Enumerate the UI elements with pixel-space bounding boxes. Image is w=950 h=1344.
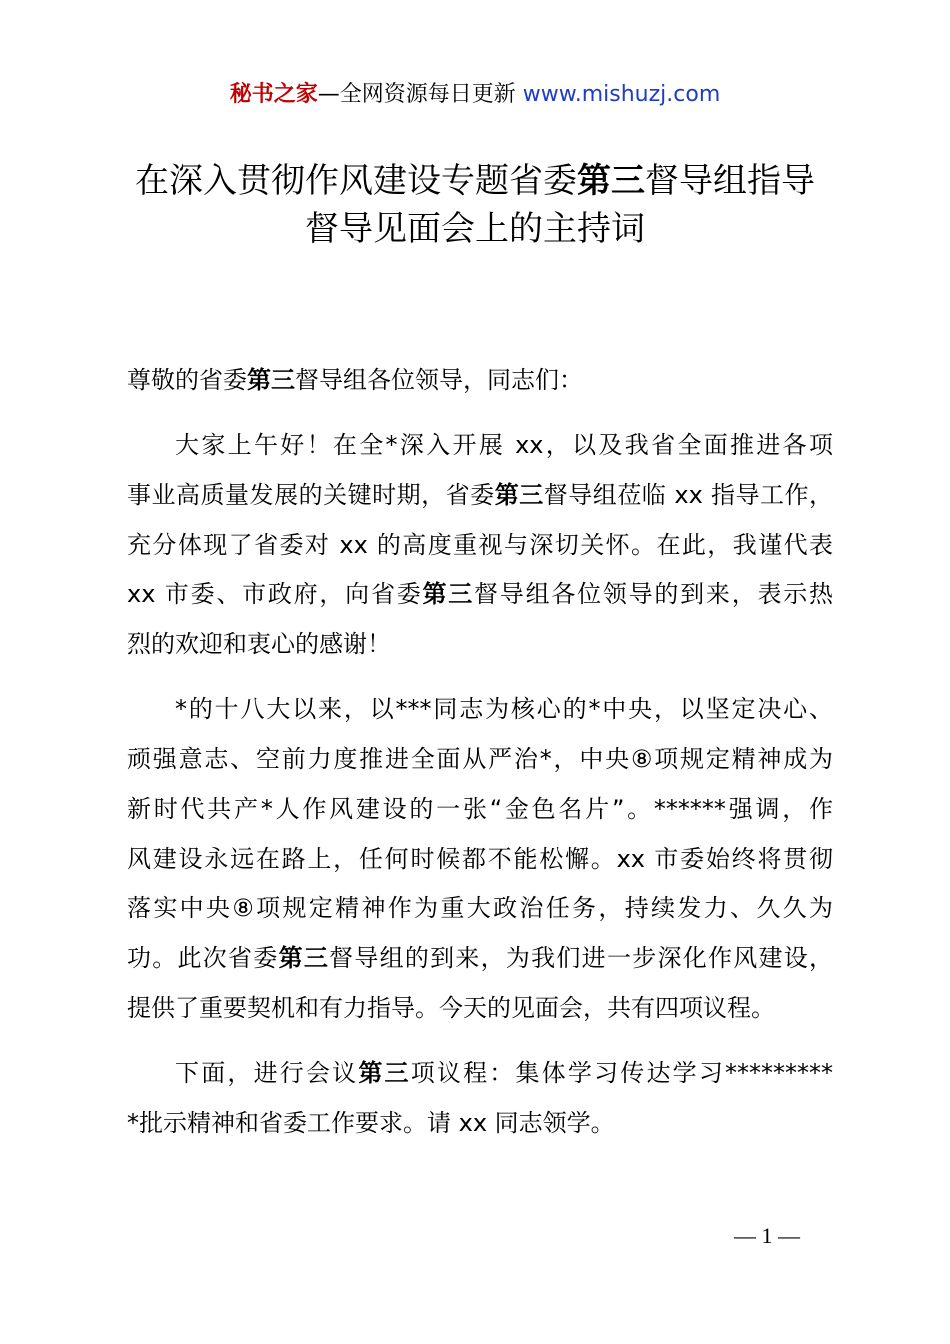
paragraph-greeting <box>127 421 833 670</box>
line-emphasis: 第三 <box>494 480 544 509</box>
paragraph-line: 烈的欢迎和衷心的感谢！ <box>127 630 391 659</box>
title-text: 督导组指导 <box>645 161 815 201</box>
line-text: 督导组各位领导的到来，表示热 <box>474 580 834 609</box>
banner-tagline: —全网资源每日更新 <box>317 82 516 107</box>
site-banner <box>0 78 950 112</box>
line-text: 下面，进行会议 <box>175 1058 359 1087</box>
site-url-link[interactable]: www.mishuzj.com <box>522 82 721 107</box>
line-emphasis: 第三 <box>422 580 475 609</box>
salutation-emphasis: 第三 <box>247 366 295 394</box>
paragraph-agenda <box>127 1049 833 1149</box>
title-emphasis: 第三 <box>577 161 645 201</box>
paragraph-line: 充分体现了省委对 xx 的高度重视与深切关怀。在此，我谨代表 <box>127 530 833 559</box>
salutation-text: 督导组各位领导，同志们： <box>295 366 583 394</box>
title-line-1 <box>0 157 950 205</box>
paragraph-line: *的十八大以来，以***同志为核心的*中央，以坚定决心、 <box>175 695 833 724</box>
paragraph-line <box>127 570 833 620</box>
line-text: 事业高质量发展的关键时期，省委 <box>127 480 495 509</box>
paragraph-line <box>127 471 833 521</box>
paragraph-line: 提供了重要契机和有力指导。今天的见面会，共有四项议程。 <box>127 993 775 1022</box>
paragraph-line: 顽强意志、空前力度推进全面从严治*，中央⑧项规定精神成为 <box>127 744 833 773</box>
line-text: xx 市委、市政府，向省委 <box>127 580 423 609</box>
line-text: 督导组莅临 xx 指导工作， <box>543 480 834 509</box>
paragraph-line <box>127 1049 833 1099</box>
title-line-2: 督导见面会上的主持词 <box>305 209 645 249</box>
paragraph-line: 落实中央⑧项规定精神作为重大政治任务，持续发力、久久为 <box>127 894 833 923</box>
salutation <box>127 356 833 406</box>
document-title <box>0 157 950 253</box>
line-text: 功。此次省委 <box>127 944 279 973</box>
paragraph-line: 新时代共产*人作风建设的一张“金色名片”。******强调，作 <box>127 794 833 823</box>
brand-name: 秘书之家 <box>229 82 318 107</box>
document-body <box>127 356 833 1164</box>
paragraph-line: 大家上午好！在全*深入开展 xx，以及我省全面推进各项 <box>175 430 833 459</box>
paragraph-context <box>127 685 833 1034</box>
line-emphasis: 第三 <box>278 944 330 973</box>
title-text: 在深入贯彻作风建设专题省委 <box>135 161 577 201</box>
paragraph-line <box>127 934 833 984</box>
salutation-text: 尊敬的省委 <box>127 366 247 394</box>
page-number: — 1 — <box>734 1223 800 1248</box>
line-text: 督导组的到来，为我们进一步深化作风建设， <box>329 944 834 973</box>
line-text: 项议程：集体学习传达学习********* <box>410 1058 834 1087</box>
paragraph-line: 风建设永远在路上，任何时候都不能松懈。xx 市委始终将贯彻 <box>127 844 833 873</box>
line-emphasis: 第三 <box>358 1058 411 1087</box>
paragraph-line: *批示精神和省委工作要求。请 xx 同志领学。 <box>127 1108 615 1137</box>
